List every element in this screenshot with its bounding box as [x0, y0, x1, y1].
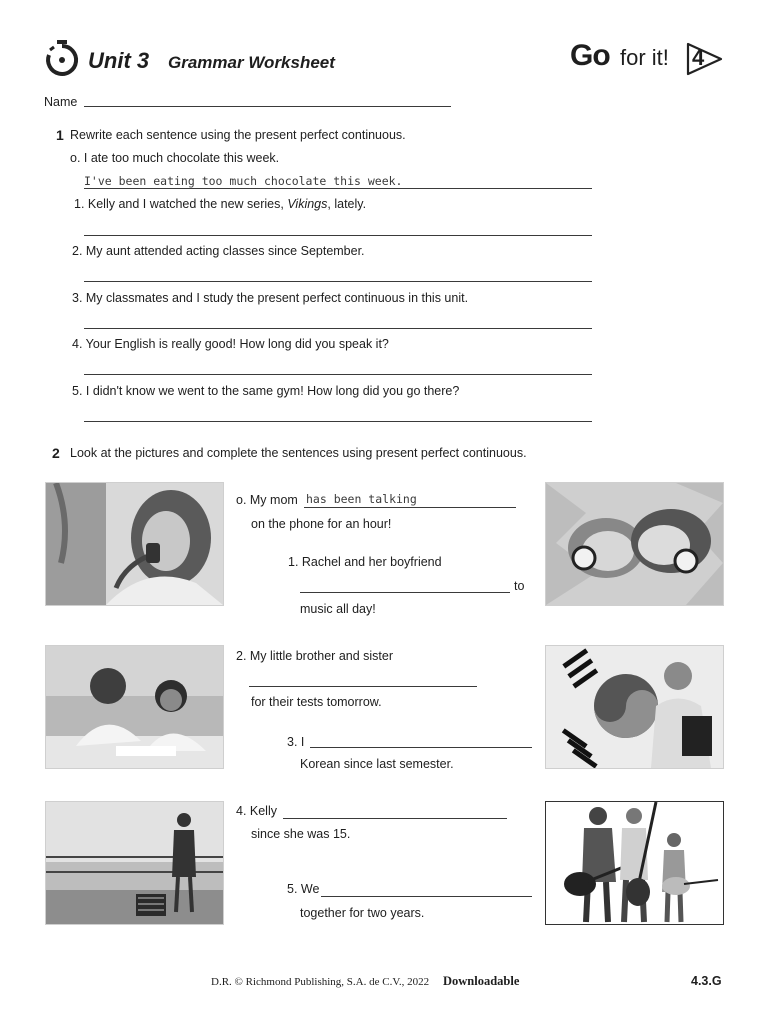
ex1-item-5-answer-line[interactable]	[84, 421, 592, 422]
brand-logo	[570, 38, 726, 82]
ex1-item-0-answer: I've been eating too much chocolate this week.	[84, 174, 403, 188]
ex2-item-2-prefix: 2. My little brother and sister	[236, 649, 394, 663]
photo-man-korean-flag	[545, 645, 724, 769]
ex1-item-1-answer-line[interactable]	[84, 235, 592, 236]
ex1-item-2-answer-line[interactable]	[84, 281, 592, 282]
exercise-1-number: 1	[56, 127, 64, 143]
photo-girl-seaside	[45, 801, 224, 925]
photo-band-guitars	[545, 801, 724, 925]
ex2-item-5-rest: together for two years.	[300, 906, 425, 920]
name-label: Name	[44, 95, 78, 109]
ex1-item-1-italic: Vikings	[287, 197, 328, 211]
footer-page-code: 4.3.G	[691, 974, 722, 988]
ex1-item-1-after: , lately.	[327, 197, 367, 211]
worksheet-title: Grammar Worksheet	[168, 53, 335, 72]
ex1-item-3-answer-line[interactable]	[84, 328, 592, 329]
brand-level: 4	[692, 45, 705, 70]
ex2-item-5-answer-line[interactable]	[321, 896, 532, 897]
brand-go: Go	[570, 39, 610, 72]
ex1-item-1-sentence	[74, 196, 366, 212]
ex2-item-3-answer-line[interactable]	[310, 747, 532, 748]
ex1-item-4-sentence: 4. Your English is really good! How long did you speak it?	[72, 337, 389, 351]
ex1-item-4-answer-line[interactable]	[84, 374, 592, 375]
brand-for-it: for it!	[620, 45, 669, 70]
ex2-item-0-prefix: o. My mom	[236, 493, 298, 507]
footer-downloadable: Downloadable	[443, 974, 520, 988]
ex2-item-1-rest: music all day!	[300, 602, 376, 616]
ex2-item-0-rest: on the phone for an hour!	[251, 517, 392, 531]
ex2-item-4-prefix: 4. Kelly	[236, 804, 277, 818]
ex2-item-3-prefix: 3. I	[287, 735, 305, 749]
ex1-item-5-sentence: 5. I didn't know we went to the same gym! How long did you go there?	[72, 384, 460, 398]
unit-label: Unit 3	[88, 48, 150, 73]
ex2-item-5-prefix: 5. We	[287, 882, 320, 896]
ex2-item-1-suffix: to	[514, 579, 525, 593]
photo-couple-headphones	[545, 482, 724, 606]
photo-kids-studying	[45, 645, 224, 769]
ex2-item-4-answer-line[interactable]	[283, 818, 507, 819]
ex2-item-2-answer-line[interactable]	[249, 686, 477, 687]
ex2-item-1-answer-line[interactable]	[300, 592, 510, 593]
ex1-item-1-text: 1. Kelly and I watched the new series,	[74, 197, 288, 211]
ex2-item-2-rest: for their tests tomorrow.	[251, 695, 382, 709]
ex2-item-3-rest: Korean since last semester.	[300, 757, 454, 771]
name-field-line[interactable]	[84, 106, 451, 107]
ex2-item-1-prefix: 1. Rachel and her boyfriend	[288, 555, 442, 569]
ex2-item-0-answer: has been talking	[306, 492, 417, 506]
ex1-item-0-sentence: o. I ate too much chocolate this week.	[70, 151, 280, 165]
footer-copyright: D.R. © Richmond Publishing, S.A. de C.V., 2022	[211, 976, 430, 988]
photo-woman-on-phone	[45, 482, 224, 606]
ex1-item-2-sentence: 2. My aunt attended acting classes since September.	[72, 244, 365, 258]
exercise-1-instruction: Rewrite each sentence using the present perfect continuous.	[70, 128, 406, 142]
exercise-2-number: 2	[52, 445, 60, 461]
ex1-item-0-answer-line[interactable]	[84, 188, 592, 189]
exercise-2-instruction: Look at the pictures and complete the sentences using present perfect continuous.	[70, 446, 527, 460]
unit-logo-icon	[44, 38, 80, 78]
ex2-item-4-rest: since she was 15.	[251, 827, 351, 841]
ex1-item-3-sentence: 3. My classmates and I study the present perfect continuous in this unit.	[72, 291, 469, 305]
ex2-item-0-answer-line[interactable]	[304, 507, 516, 508]
